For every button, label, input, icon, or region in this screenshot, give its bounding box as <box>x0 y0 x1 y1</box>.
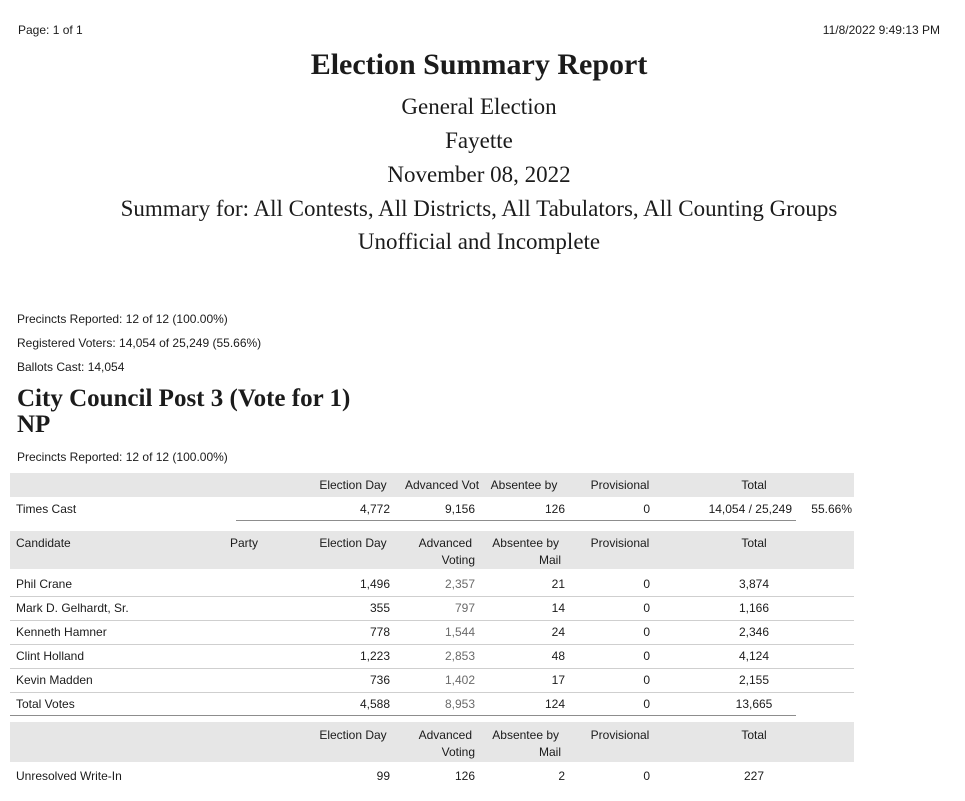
times-cast-header-band <box>10 473 854 497</box>
writein-election-day: 99 <box>376 769 390 783</box>
candidate-advanced: 2,853 <box>444 649 475 663</box>
total-votes-provisional: 0 <box>643 697 650 711</box>
times-cast-row <box>10 497 854 521</box>
candidate-advanced: 1,544 <box>444 625 475 639</box>
col-absentee-line1: Absentee by <box>492 728 559 742</box>
candidate-row <box>10 572 854 596</box>
candidate-row <box>10 596 854 620</box>
candidate-name: Phil Crane <box>16 577 73 591</box>
election-date: November 08, 2022 <box>387 162 571 187</box>
times-cast-advanced: 9,156 <box>444 502 475 516</box>
report-title: Election Summary Report <box>310 48 648 81</box>
col-advanced-line1: Advanced <box>418 536 472 550</box>
times-cast-underline <box>236 520 796 521</box>
election-name: General Election <box>401 94 557 119</box>
candidate-advanced: 797 <box>454 601 475 615</box>
col-advanced-voting: Advanced Vot <box>404 478 480 492</box>
total-votes-underline <box>10 715 796 716</box>
times-cast-percent: 55.66% <box>811 502 852 516</box>
precincts-reported: Precincts Reported: 12 of 12 (100.00%) <box>17 312 228 326</box>
candidate-header-band <box>10 531 854 569</box>
candidate-name: Mark D. Gelhardt, Sr. <box>16 601 129 615</box>
writein-row <box>10 764 854 788</box>
writein-header-band <box>10 722 854 762</box>
candidate-total: 1,166 <box>738 601 770 615</box>
col-provisional: Provisional <box>590 478 650 492</box>
candidate-total: 2,155 <box>738 673 770 687</box>
col-absentee-line2: Mail <box>538 553 561 567</box>
times-cast-total: 14,054 / 25,249 <box>708 502 792 516</box>
candidate-row <box>10 620 854 644</box>
col-party: Party <box>230 536 259 550</box>
candidate-total: 3,874 <box>738 577 770 591</box>
summary-scope: Summary for: All Contests, All Districts, All Tabulators, All Counting Groups <box>120 196 838 221</box>
col-absentee-line1: Absentee by <box>492 536 559 550</box>
total-votes-row <box>10 692 854 716</box>
printed-timestamp: 11/8/2022 9:49:13 PM <box>822 23 940 37</box>
candidate-total: 4,124 <box>738 649 770 663</box>
candidate-absentee: 48 <box>551 649 565 663</box>
candidate-provisional: 0 <box>643 625 650 639</box>
col-total: Total <box>741 728 767 742</box>
candidate-name: Kevin Madden <box>16 673 93 687</box>
status-note: Unofficial and Incomplete <box>357 229 601 254</box>
col-election-day: Election Day <box>319 478 387 492</box>
county-name: Fayette <box>445 128 513 153</box>
candidate-election-day: 1,496 <box>359 577 390 591</box>
candidate-total: 2,346 <box>738 625 770 639</box>
candidate-provisional: 0 <box>643 649 650 663</box>
contest-title: City Council Post 3 (Vote for 1) <box>17 385 351 412</box>
candidate-election-day: 778 <box>369 625 390 639</box>
candidate-row <box>10 644 854 668</box>
candidate-absentee: 17 <box>551 673 565 687</box>
times-cast-label: Times Cast <box>16 502 77 516</box>
candidate-row <box>10 668 854 692</box>
writein-total: 227 <box>743 769 765 783</box>
col-provisional: Provisional <box>590 728 650 742</box>
writein-provisional: 0 <box>643 769 650 783</box>
registered-voters: Registered Voters: 14,054 of 25,249 (55.66%) <box>17 336 262 350</box>
col-total: Total <box>741 478 767 492</box>
times-cast-election-day: 4,772 <box>359 502 390 516</box>
writein-absentee: 2 <box>558 769 565 783</box>
candidate-absentee: 21 <box>551 577 565 591</box>
page-number: Page: 1 of 1 <box>18 23 83 37</box>
candidate-advanced: 1,402 <box>444 673 475 687</box>
writein-advanced: 126 <box>454 769 475 783</box>
writein-label: Unresolved Write-In <box>16 769 122 783</box>
times-cast-absentee: 126 <box>544 502 565 516</box>
total-votes-label: Total Votes <box>16 697 75 711</box>
col-advanced-line2: Voting <box>441 553 475 567</box>
col-advanced-line1: Advanced <box>418 728 472 742</box>
col-total: Total <box>741 536 767 550</box>
times-cast-provisional: 0 <box>643 502 650 516</box>
candidate-election-day: 1,223 <box>359 649 390 663</box>
col-absentee: Absentee by <box>490 478 558 492</box>
col-advanced-line2: Voting <box>441 745 475 759</box>
candidate-election-day: 355 <box>369 601 390 615</box>
candidate-advanced: 2,357 <box>444 577 475 591</box>
total-votes-election-day: 4,588 <box>359 697 390 711</box>
candidate-provisional: 0 <box>643 601 650 615</box>
ballots-cast: Ballots Cast: 14,054 <box>17 360 125 374</box>
candidate-absentee: 14 <box>551 601 565 615</box>
candidate-name: Kenneth Hamner <box>16 625 107 639</box>
contest-precincts-reported: Precincts Reported: 12 of 12 (100.00%) <box>17 450 228 464</box>
candidate-provisional: 0 <box>643 577 650 591</box>
contest-party: NP <box>17 411 51 438</box>
candidate-name: Clint Holland <box>16 649 85 663</box>
total-votes-absentee: 124 <box>544 697 565 711</box>
col-provisional: Provisional <box>590 536 650 550</box>
col-absentee-line2: Mail <box>538 745 561 759</box>
col-election-day: Election Day <box>319 536 387 550</box>
candidate-election-day: 736 <box>369 673 390 687</box>
candidate-absentee: 24 <box>551 625 565 639</box>
total-votes-advanced: 8,953 <box>444 697 475 711</box>
total-votes-total: 13,665 <box>735 697 773 711</box>
col-candidate: Candidate <box>16 536 71 550</box>
col-election-day: Election Day <box>319 728 387 742</box>
candidate-provisional: 0 <box>643 673 650 687</box>
